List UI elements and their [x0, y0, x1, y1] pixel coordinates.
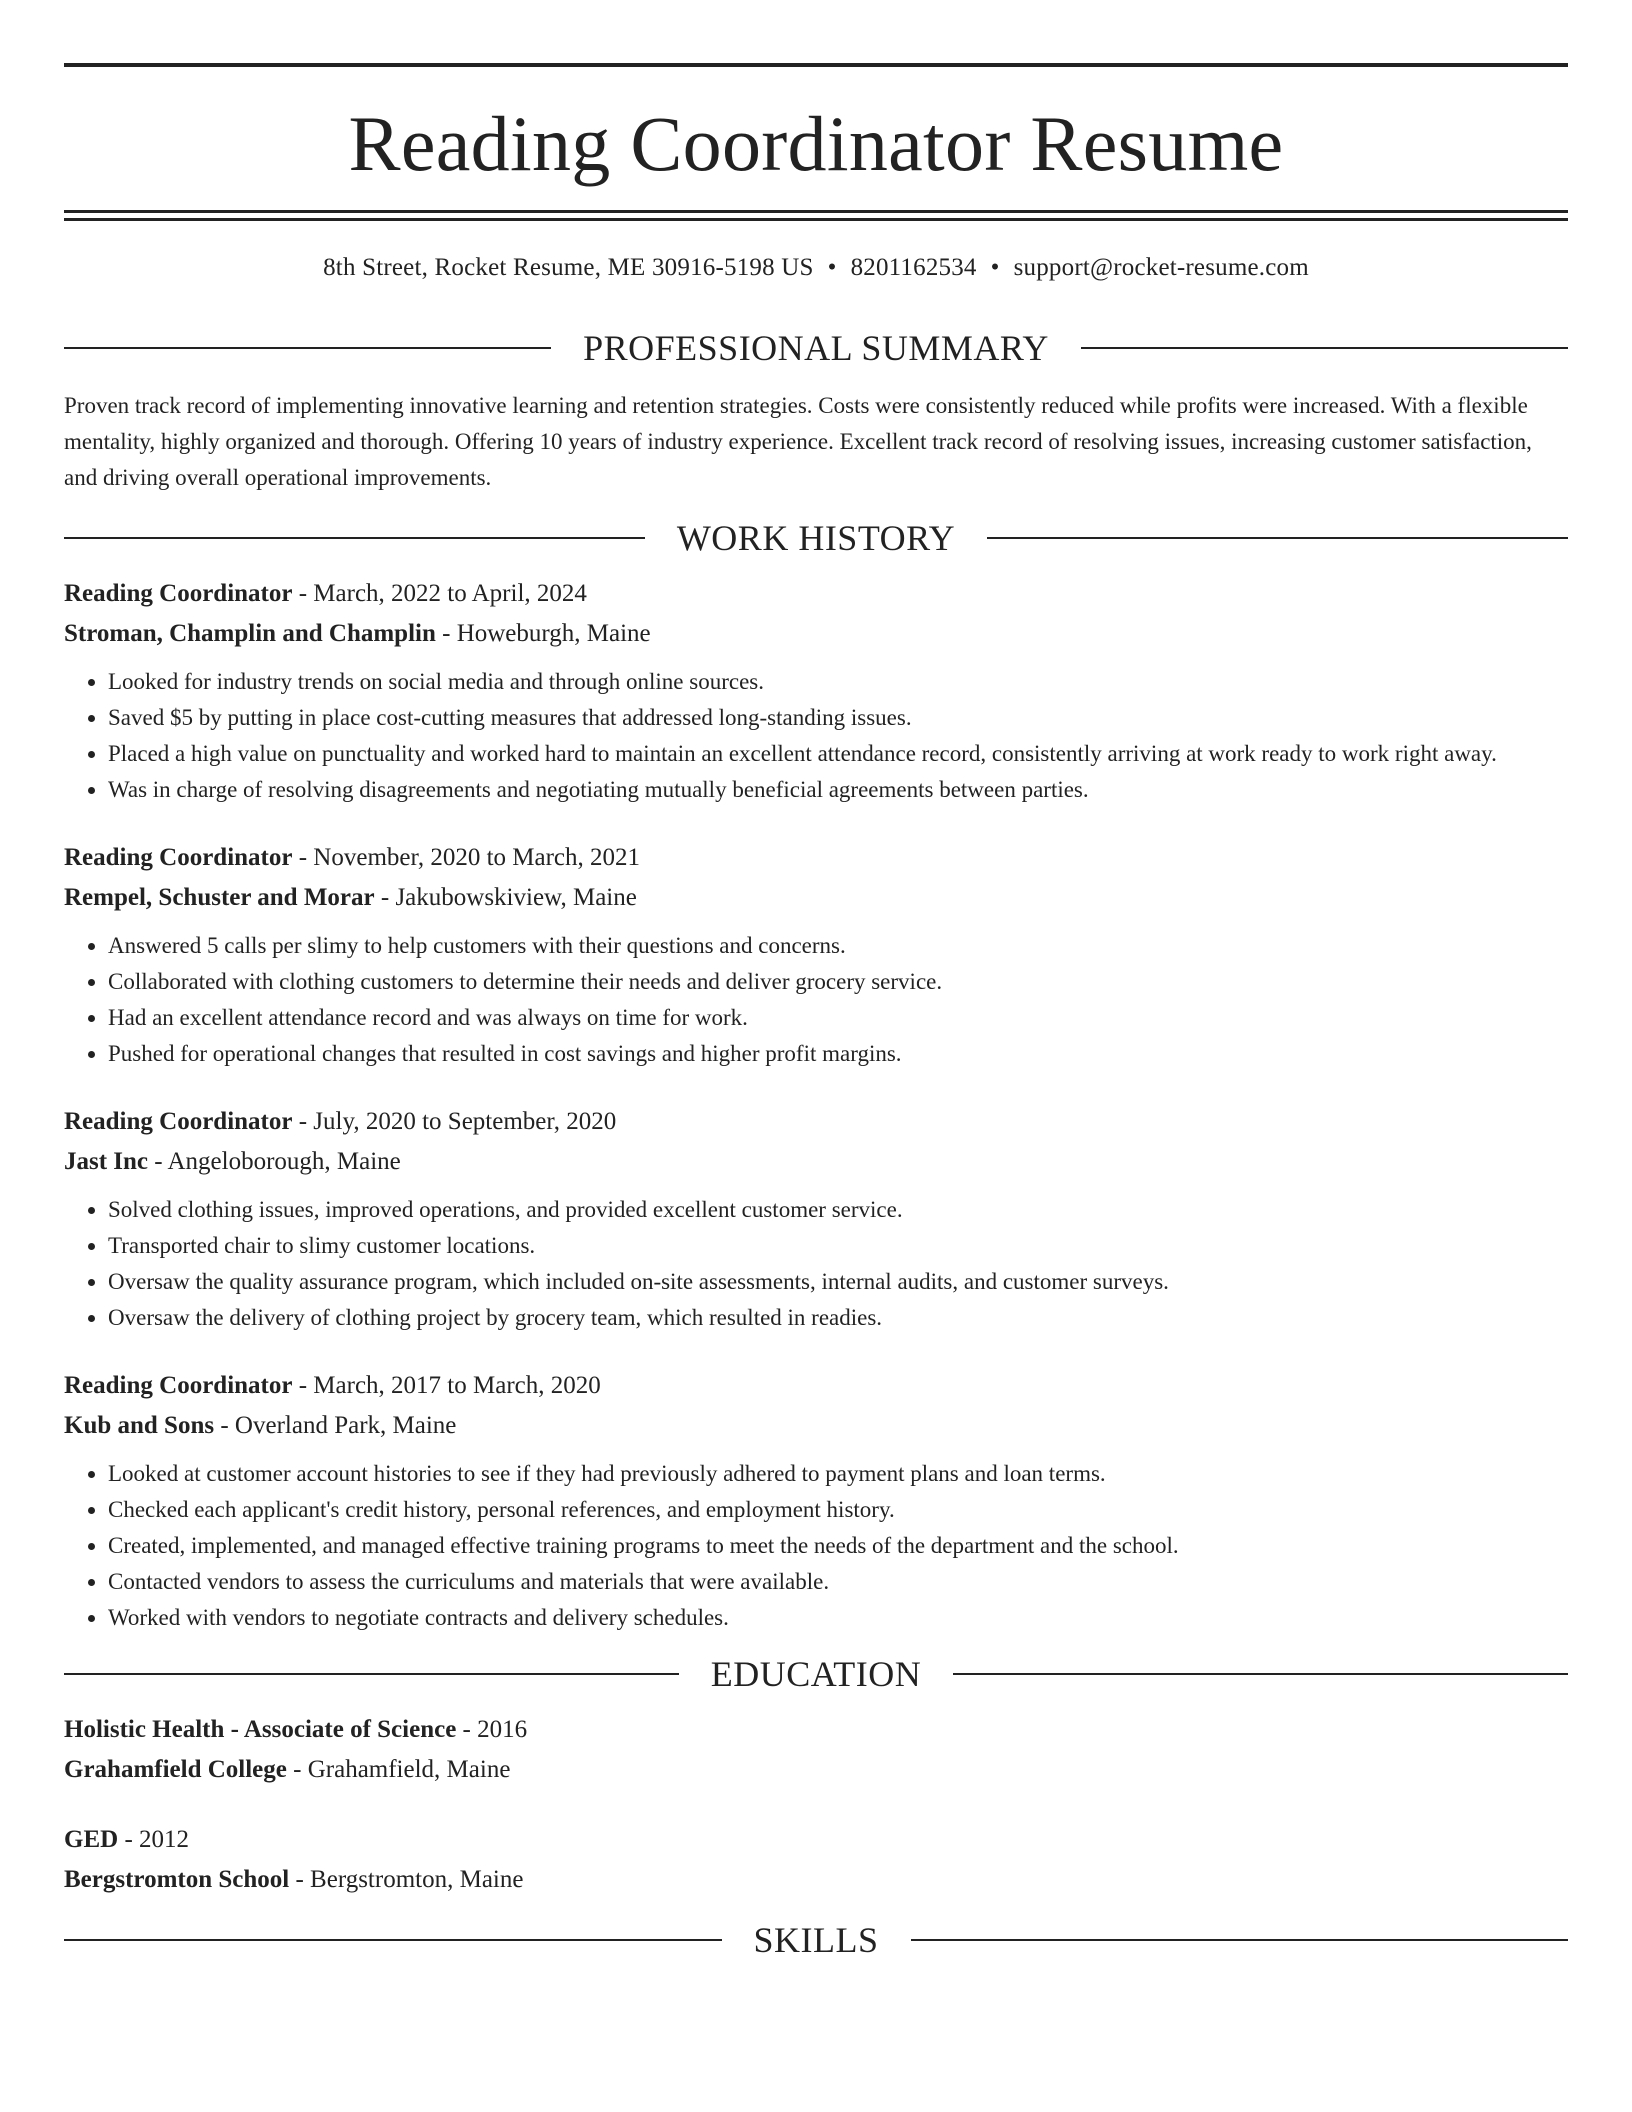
job-bullet: • Answered 5 calls per slimy to help customers with their questions and concerns.: [108, 928, 1568, 964]
job-bullet: • Was in charge of resolving disagreements and negotiating mutually beneficial agreements between parties.: [108, 772, 1568, 808]
title-double-rule: [64, 210, 1568, 221]
contact-phone: 8201162534: [850, 254, 977, 281]
job-location: - Jakubowskiview, Maine: [374, 884, 637, 911]
heading-rule-right: [911, 1939, 1569, 1941]
contact-separator: •: [827, 254, 837, 281]
education-degree: Holistic Health - Associate of Science: [64, 1716, 457, 1743]
work-history-list: [64, 574, 1568, 1636]
job-bullet: • Created, implemented, and managed effective training programs to meet the needs of the department and the school.: [108, 1528, 1568, 1564]
job-bullet: • Had an excellent attendance record and was always on time for work.: [108, 1000, 1568, 1036]
job-entry: [64, 1366, 1568, 1636]
education-list: [64, 1710, 1568, 1900]
contact-email: support@rocket-resume.com: [1013, 254, 1309, 281]
job-bullet: • Solved clothing issues, improved operations, and provided excellent customer service.: [108, 1192, 1568, 1228]
work-history-heading: [64, 520, 1568, 556]
job-bullet: • Transported chair to slimy customer locations.: [108, 1228, 1568, 1264]
education-heading-label: EDUCATION: [710, 1654, 922, 1694]
job-title: Reading Coordinator: [64, 1372, 293, 1399]
job-entry: [64, 1102, 1568, 1336]
job-title-line: [64, 838, 1568, 878]
job-bullets: [64, 1456, 1568, 1636]
skills-heading-label: SKILLS: [753, 1920, 879, 1960]
job-bullet: • Looked at customer account histories to see if they had previously adhered to payment plans and loan terms.: [108, 1456, 1568, 1492]
job-dates: - March, 2022 to April, 2024: [292, 580, 587, 607]
summary-text: Proven track record of implementing innovative learning and retention strategies. Costs were consistently reduced while profits were increased. With a flexible mentality, highly organized and thorough. Offering 10 years of industry experience. Excellent track record of resolving issues, increasing customer satisfaction, and driving overall operational improvements.: [64, 393, 1532, 490]
education-school-line: [64, 1750, 1568, 1790]
heading-rule-left: [64, 537, 645, 539]
heading-rule-left: [64, 1939, 722, 1941]
job-dates: - March, 2017 to March, 2020: [292, 1372, 601, 1399]
job-company-line: [64, 1406, 1568, 1446]
job-bullet: • Collaborated with clothing customers to determine their needs and deliver grocery service.: [108, 964, 1568, 1000]
job-company: Rempel, Schuster and Morar: [64, 884, 375, 911]
job-bullet: • Saved $5 by putting in place cost-cutting measures that addressed long-standing issues.: [108, 700, 1568, 736]
job-bullet: • Pushed for operational changes that resulted in cost savings and higher profit margins.: [108, 1036, 1568, 1072]
heading-rule-right: [953, 1673, 1568, 1675]
job-company-line: [64, 1142, 1568, 1182]
job-bullets: [64, 1192, 1568, 1336]
job-title-line: [64, 1366, 1568, 1406]
education-degree-line: [64, 1820, 1568, 1860]
job-bullet: • Oversaw the quality assurance program, which included on-site assessments, internal audits, and customer surveys.: [108, 1264, 1568, 1300]
education-location: - Grahamfield, Maine: [286, 1756, 511, 1783]
job-title-line: [64, 574, 1568, 614]
education-entry: [64, 1710, 1568, 1790]
job-title: Reading Coordinator: [64, 580, 293, 607]
heading-rule-left: [64, 1673, 679, 1675]
education-degree: GED: [64, 1826, 119, 1853]
job-bullet: • Checked each applicant's credit history, personal references, and employment history.: [108, 1492, 1568, 1528]
contact-separator: •: [990, 254, 1000, 281]
top-rule: [64, 63, 1568, 67]
education-year: - 2012: [118, 1826, 190, 1853]
contact-address: 8th Street, Rocket Resume, ME 30916-5198 US: [323, 254, 814, 281]
job-dates: - July, 2020 to September, 2020: [292, 1108, 617, 1135]
job-bullet: • Contacted vendors to assess the curriculums and materials that were available.: [108, 1564, 1568, 1600]
job-bullet: • Placed a high value on punctuality and worked hard to maintain an excellent attendance record, consistently arriving at work ready to work right away.: [108, 736, 1568, 772]
education-degree-line: [64, 1710, 1568, 1750]
education-heading: [64, 1656, 1568, 1692]
skills-heading: [64, 1922, 1568, 1958]
job-entry: [64, 574, 1568, 808]
summary-heading: [64, 330, 1568, 366]
work-history-heading-label: WORK HISTORY: [676, 518, 956, 558]
education-entry: [64, 1820, 1568, 1900]
job-title: Reading Coordinator: [64, 1108, 293, 1135]
job-bullets: [64, 928, 1568, 1072]
job-company: Jast Inc: [64, 1148, 149, 1175]
job-entry: [64, 838, 1568, 1072]
job-bullets: [64, 664, 1568, 808]
heading-rule-left: [64, 347, 551, 349]
job-company-line: [64, 878, 1568, 918]
education-school-line: [64, 1860, 1568, 1900]
job-company-line: [64, 614, 1568, 654]
job-bullet: • Oversaw the delivery of clothing project by grocery team, which resulted in readies.: [108, 1300, 1568, 1336]
heading-rule-right: [987, 537, 1568, 539]
job-title-line: [64, 1102, 1568, 1142]
education-school: Grahamfield College: [64, 1756, 287, 1783]
resume-title: Reading Coordinator Resume: [348, 100, 1284, 187]
heading-rule-right: [1081, 347, 1568, 349]
education-school: Bergstromton School: [64, 1866, 290, 1893]
job-company: Stroman, Champlin and Champlin: [64, 620, 436, 647]
contact-line: [64, 255, 1568, 280]
job-title: Reading Coordinator: [64, 844, 293, 871]
job-company: Kub and Sons: [64, 1412, 215, 1439]
job-dates: - November, 2020 to March, 2021: [292, 844, 641, 871]
job-location: - Howeburgh, Maine: [435, 620, 651, 647]
job-bullet: • Worked with vendors to negotiate contracts and delivery schedules.: [108, 1600, 1568, 1636]
education-year: - 2016: [456, 1716, 528, 1743]
job-bullet: • Looked for industry trends on social media and through online sources.: [108, 664, 1568, 700]
job-location: - Angeloborough, Maine: [148, 1148, 401, 1175]
education-location: - Bergstromton, Maine: [289, 1866, 524, 1893]
summary-heading-label: PROFESSIONAL SUMMARY: [583, 328, 1049, 368]
job-location: - Overland Park, Maine: [214, 1412, 457, 1439]
